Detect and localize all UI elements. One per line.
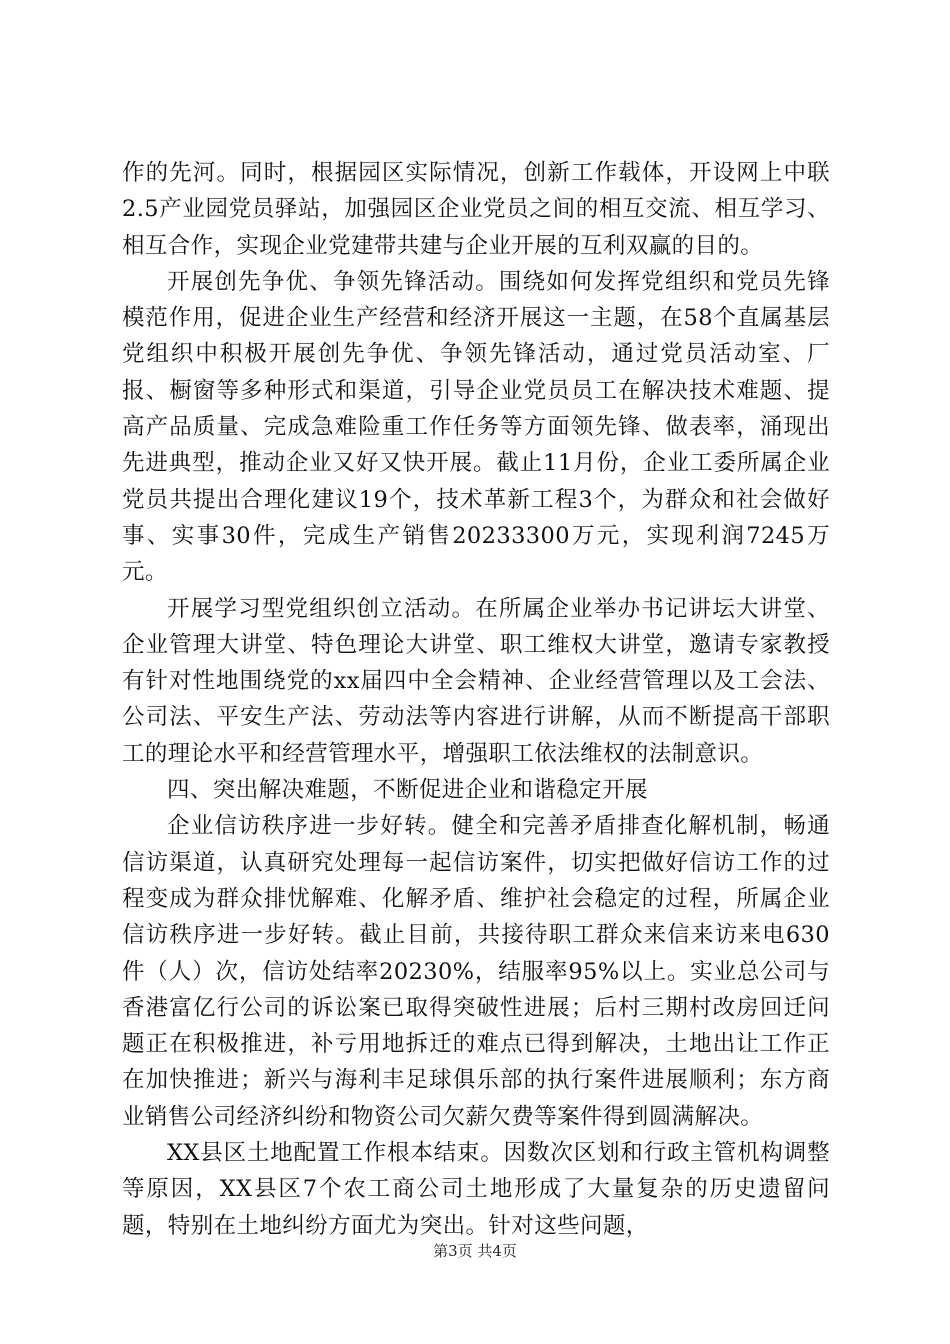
section-heading-four: 四、突出解决难题，不断促进企业和谐稳定开展 — [167, 777, 648, 804]
paragraph-innovation-activities: 开展创先争优、争领先锋活动。围绕如何发挥党组织和党员先锋模范作用，促进企业生产经营和经济开展这一主题，在58个直属基层党组织中积极开展创先争优、争领先锋活动，通过党员活动室、厂报、橱窗等多种形式和渠道，引导企业党员员工在解决技术难题、提高产品质量、完成急难险重工作任务等方面领先锋、做表率，涌现出先进典型，推动企业又好又快开展。截止11月份，企业工委所属企业党员共提出合理化建议19个，技术革新工程3个，为群众和社会做好事、实事30件，完成生产销售20233300万元，实现利润7245万元。 — [122, 268, 830, 586]
paragraph-petition-order: 企业信访秩序进一步好转。健全和完善矛盾排查化解机制，畅通信访渠道，认真研究处理每一起信访案件，切实把做好信访工作的过程变成为群众排忧解难、化解矛盾、维护社会稳定的过程，所属企业信访秩序进一步好转。截止目前，共接待职工群众来信来访来电630件（人）次，信访处结率20230%，结服率95%以上。实业总公司与香港富亿行公司的诉讼案已取得突破性进展；后村三期村改房回迁问题正在积极推进，补亏用地拆迁的难点已得到解决，土地出让工作正在加快推进；新兴与海利丰足球俱乐部的执行案件进展顺利；东方商业销售公司经济纠纷和物资公司欠薪欠费等案件得到圆满解决。 — [122, 813, 830, 1130]
paragraph-learning-organization: 开展学习型党组织创立活动。在所属企业举办书记讲坛大讲堂、企业管理大讲堂、特色理论大讲堂、职工维权大讲堂，邀请专家教授有针对性地围绕党的xx届四中全会精神、企业经营管理以及工会法、公司法、平安生产法、劳动法等内容进行讲解，从而不断提高干部职工的理论水平和经营管理水平，增强职工依法维权的法制意识。 — [122, 595, 830, 767]
page-number-footer: 第3页 共4页 — [433, 1242, 517, 1260]
document-body — [122, 155, 830, 1244]
paragraph-continuation: 作的先河。同时，根据园区实际情况，创新工作载体，开设网上中联2.5产业园党员驿站，加强园区企业党员之间的相互交流、相互学习、相互合作，实现企业党建带共建与企业开展的互利双赢的目的。 — [122, 160, 830, 259]
paragraph-land-allocation: XX县区土地配置工作根本结束。因数次区划和行政主管机构调整等原因，XX县区7个农工商公司土地形成了大量复杂的历史遗留问题，特别在土地纠纷方面尤为突出。针对这些问题， — [122, 1140, 830, 1239]
